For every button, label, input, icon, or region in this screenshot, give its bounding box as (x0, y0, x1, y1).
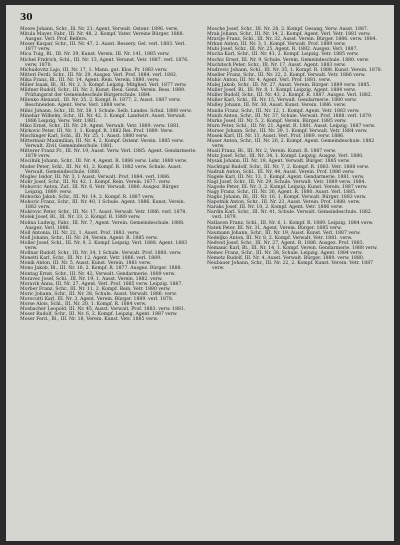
directory-entry: Michel Fridrich, Schl., III. Nr. 13, Agent. Veranst. Vetr. 1887. verl. 1876. verw. 1870. (20, 57, 189, 68)
directory-entry: Miko Ernst, Schr., III. Nr. 29, Agent. Verwalt. Vetr. 1889. verw. 1881. (20, 123, 181, 129)
directory-entry: Mitteri Ferdi, Schr., III. Nr. 29, Ausgez. Verl. Prof. 1884. verl. 1882. (20, 72, 178, 78)
directory-entry: Nagy Franz, Schr., III. Nr. 36, Agent. R. 1880. Ausst. Verl. 1885. (207, 190, 357, 195)
directory-entry: Morocutti Karl, III. Nr. 3, Agent. Verein. Bürger. 1889. verl. 1878. (20, 296, 174, 302)
directory-entry: Nedeljko Anton, III. Nr. 8, 2. Kompf. Verwalt. Vetr. 1881. verw. (207, 235, 353, 241)
directory-entry: Muller Rudolf, Schr., III. Nr. 43, 2. Kompf. R. 1887. Ausgez. Verl. 1882. (207, 93, 373, 99)
directory-entry: Naglic Johann, Bl., III. Nr. 16, 1. Kompf. Verwalt. Bürger. 1883 verw. (207, 195, 367, 201)
directory-entry: Moravec Josef, Schl., III. Nr. 19, 1. Ausst. Verein. 1882. verw. (20, 276, 163, 282)
directory-entry: Mitula Mayer, Fabr., III. Nr. 48, 2. Kompf. Vater. Vereine Bürger. 1888. Ausgez. Verl. Prof. Belfers. (20, 32, 184, 43)
directory-entry: Munda Franz, Schr., III. Nr. 12, 1. Kompf. Agent. Vetr. 1883 verw. (207, 108, 360, 114)
directory-entry: Mubi Josef, Schr., III. Nr. 25, Agent. R. 1882. Ausgez. Verl. 1887. (207, 47, 358, 53)
directory-entry: Munih Anton, Schr., III. Nr. 37, Schule. Verwalt. Prof. 1888. verl. 1879. (207, 113, 373, 119)
directory-entry: Mudrovic Johann, Schl., III. Nr. 35, 1. Kompf. R. 1888. Kunst. Verein. 1878. (207, 67, 383, 73)
directory-entry: Mittermair Maximilian, III. Nr. 4, 2. Kompf. Ostenr. Verein. 1885 verw. Verwalt. Zivil. Gemeindeschule. 1881. (20, 139, 185, 150)
directory-entry: Montag Ernst, Schr., III. Nr. 42, Verwalt. Gendarmerie. 1889 verw. (20, 271, 176, 277)
directory-entry: Nagele Karl, III. Nr. 13, 1. Kompf. Agent. Gendarmerie. 1881. verw. (207, 174, 365, 180)
directory-entry: Musil Franz, Bl., III. Nr. 2, Verein. Kunst. R. 1887 verw. (207, 149, 337, 155)
directory-entry: Naraks Josef, III. Nr. 10, 2. Kompf. Agent. Vetr. 1886 verw. (207, 205, 344, 211)
directory-entry: Molina Ludwig, Fabr., III. Nr. 7, Agent. Verein. Gemeindeschule. 1888. Ausgez. Verl. 1886. (20, 220, 185, 231)
directory-entry: Morse Alois, Schl., III. Nr. 20, 1. Kompf. R. 1884 verw. (20, 302, 147, 308)
directory-entry: Mrak Johann, Schr., III. Nr. 14, 2. Kompf. Agent. Verl. Vetr. 1881 verw. (207, 32, 371, 38)
directory-entry: Muchic Ernst, III. Nr. 9, Schule. Verein. Gemeindeschule. 1880. verw. (207, 57, 370, 63)
directory-entry: Mysak Johann, III. Nr. 18, Agent. Verwalt. Bürger. 1885 verw. (207, 159, 351, 165)
directory-entry: Mosche Josef, Schr., III. Nr. 28, 2. Kompf. Gesang, Verw. Ausst. 1887. (207, 27, 369, 32)
directory-entry: Mohr Josef, Schr., III. Nr. 42, 1. Kompf. Rein. Verein. 1877. verw. (20, 179, 171, 185)
directory-entry: Nardin Karl, Schr., III. Nr. 41, Schule. Verwalt. Gemeindeschule. 1882. verl. 1879. (207, 210, 373, 221)
directory-entry: Mildner Rudolf, Schr., III. Nr. 3, Kunst. Reul. Gend. Verein. Bess. 1889. Prüfungsrat der Gemeindeschule Bürgerschule. 1884. (20, 88, 186, 99)
directory-entry: Mulley Johann, III. Nr. 30, Ausst. Kunst. Verein. 1886. verw. (207, 103, 347, 109)
directory-entry: Mitterer Franz Fr., III. Nr. 19, Ausst. Verw. Verl. 1885. Agent. Gendarmerie. 1878 verw. (20, 149, 197, 160)
directory-entry: Mutz Josef, Schr., III. Nr. 34, 1. Kompf. Leipzig. Ausgez. Verl. 1880. (207, 154, 364, 160)
directory-entry: Mulej Jakob, Schr., III. Nr. 27, Ausst. Verein. Bürger. 1889 verw. 1885. (207, 83, 371, 89)
directory-entry: Nagl Josef, Schr., III. Nr. 29, Schule. Verwalt. Vetr. 1889 verw. 1884. (207, 179, 366, 185)
directory-entry: Murko Josef, III. Nr. 5, 2. Kompf. Verein. Bürger. 1885 verw. (207, 118, 347, 124)
directory-entry: Neubauer Johann, Schr., III. Nr. 22, 2. Kompf. Kunst. Verein. Vetr. 1887 verw. (207, 261, 374, 272)
directory-entry: Moll Johann, Schr., III. Nr. 24, Verein. Agent. R. 1885 verw. (20, 235, 158, 241)
directory-entry: Natek Peter, III. Nr. 31, Agent. Verein. Bürger. 1885 verw. (207, 225, 342, 231)
directory-entry: Moric Johann, Schr., III. Nr. 38, Schule. Ausst. Verwalt. 1886. verw. (20, 291, 178, 297)
directory-entry: Muller Josef, Bl., III. Nr. 8, 1. Kompf. Leipzig. Agent. 1884 verw. (207, 88, 356, 94)
directory-entry: Moll Antonia, III. Nr. 22, 1. Ausst. Prof. 1883. verw. (20, 230, 140, 236)
directory-entry: Mika Franz, Bl., III. Nr. 14, Agent. Rein. Verein. 1880. verw. (20, 77, 160, 83)
directory-entry: Nagode Peter, III. Nr. 3, 2. Kompf. Leipzig. Kunst. Verein. 1887 verw. (207, 184, 368, 190)
directory-entry: Nemec Franz, Schr., III. Nr. 38, Schule. Leipzig. Agent. 1884 verw. (207, 251, 363, 257)
directory-entry: Moravik Anna, III. Nr. 27, Agent. Verl. Prof. 1885 verw. Leipzig. 1887. (20, 281, 183, 287)
directory-entry: Muller Karl, Schl., III. Nr. 15, Verwalt. Gendarmerie. 1880 verw. (207, 98, 357, 104)
directory-entry: Mohorko Jakob, Schr., III. Nr. 14, 2. Kompf. R. 1887 verw. (20, 195, 155, 201)
directory-columns (20, 27, 384, 322)
page-number: 30 (20, 13, 33, 23)
directory-entry: Muhic Anton, III. Nr. 4, Agent. Verl. Prof. 1881. verw. (207, 77, 332, 83)
directory-entry: Mohoric Franz, Schr., III. Nr. 40, 1 Schule. Agent. 1886. Kunst. Verein. 1882 verw. (20, 200, 186, 211)
directory-entry: Natlacen Franz, Schl., III. Nr. 6, 1. Kompf. R. 1889. Leipzig. 1884 verw. (207, 220, 374, 226)
directory-entry: Moser Rudolf, Schr., III. Nr. 6, 2. Kompf. Leipzig. Agent. 1887 verw. (20, 312, 178, 318)
directory-entry: Naumann Johann, Schr., III. Nr. 19, Ausst. Kunst. Verl. 1887 verw. (207, 230, 361, 236)
directory-entry: Mocilnik Johann, Schr., III. Nr. 4, Agent. R. 1886 verw. Lehr. 1880 verw. (20, 159, 188, 165)
directory-entry: Murn Peter, Schl., III. Nr. 21, Agent. R. 1881. Ausst. Leipzig. 1887 verw. (207, 123, 376, 129)
directory-entry: Nemanic Karl, Bl., III. Nr. 14, 1. Kompf. Verein. Gendarmerie. 1888 verw. (207, 246, 378, 252)
directory-entry: Milenko Alexand., III. Nr. 35, 2. Kompf. R. 1877, 2. Ausst. 1887 verw. Beschneiden. Agent. Verw. Verl. 1888 verw. (20, 98, 181, 109)
directory-entry: Nemetz Rudolf, III. Nr. 4, Ausst. Verwalt. Bürger. 1889. verw. 1880. (207, 256, 365, 262)
directory-entry: Napotnik Anton, Schr., III. Nr. 23, Ausst. Verein. Prof. 1888. verw. (207, 200, 361, 206)
directory-entry: Moser Kaspar, Schr., III. Nr. 47, 2. Ausst. Bessery. Gel. verl. 1883. Verl. 1877 verw. (20, 42, 186, 53)
directory-entry: Muser Anton, Schr., III. Nr. 26, 2. Kompf. Agent. Gemeindeschule. 1882 verw. (207, 139, 375, 150)
directory-entry: Mollnar Rudolf, Schr., III. Nr. 34, 1 Schule. Verwalt. Prof. 1880. verw. (20, 251, 182, 257)
directory-entry: Mueller Franz, Schr., III. Nr. 22, 2. Kompf. Verwalt. Vetr. 1886 verw. (207, 72, 366, 78)
directory-entry: Mihic Johann, Schr., III. Nr. 38, 1 Schule. Selb. Landes. Schul. 1888 verw. (20, 108, 192, 114)
directory-entry: Nedved Josef, Schr., III. Nr. 27, Agent. R. 1886. Ausgez. Prof. 1883. (207, 240, 365, 246)
directory-entry: Moser Ferd., Bl., III. Nr. 18, Verein. Kunst. Vetr. 1885 verw. (20, 317, 159, 323)
directory-entry: Mucha Karl, Schr., III. Nr. 41, 2. Kompf. Leipzig. Vetr. 1885 verw. (207, 52, 359, 58)
directory-entry: Mokrovic Peter, Schr., III. Nr. 17, Ausst. Verwalt. Vetr. 1886. verl. 1878. (20, 210, 187, 216)
directory-entry: Moller Josef, Schl., III. Nr. 9, 2. Kompf. Leipzig. Verl. 1888. Agent. 1883 verw. (20, 240, 188, 252)
directory-entry: Monik Anton, III. Nr. 5, Ausst. Kunst. Verein. 1881 verw. (20, 261, 152, 267)
directory-entry: Moore Johann, Schr., Ill. Nr. 21, Agent, Verwalt. Ostenr. 1896. verw. (20, 27, 179, 32)
directory-entry: Monetti Karl, Schr., III. Nr. 12, Agent. Vetr. 1886. verl. 1889. (20, 256, 162, 262)
directory-entry: Mischinger Karl, Schl., III. Nr. 25, 1. Ausst. 1880 verw. (20, 133, 148, 139)
directory-entry: Moglec Isidor, III. Nr. 3, 1 Ausst. Verwalt. Prof. 1884. verl. 1886. (20, 174, 171, 180)
directory-column-left (20, 27, 197, 322)
directory-entry: Nachtigal Rudolf, Schr., III. Nr. 7, 2. Kompf. R. 1883. Vetr. 1888 verw. (207, 164, 370, 170)
directory-entry: Miller Isaak, Bl., III. Nr. 2, 3. Kompf. Leipzig. Mitglied. Verl. 1877 verw. (20, 83, 187, 89)
directory-entry: Moder Peter, Schl., III. Nr. 41, 2. Kompf. R. 1882 verw. Schule. Ausst. Verwalt. Gemeindeschule. 1880. (20, 164, 182, 175)
directory-entry: Mica Tuig, Bl., III. Nr. 39, Kunst. Verein. III. Nr. 141, 1885 verw. (20, 52, 170, 58)
directory-entry: Mono Jakob, Bl., III. Nr. 16, 2. Kompf. R. 1877. Ausgez. Bürger. 1888. (20, 266, 182, 272)
directory-entry: Mohorcic Anton, Zuf., III. Nr. 6, Vetr. Verwalt. 1886. Ausgez. Bürger. Leipzig. 1889. verw. (20, 184, 180, 195)
directory-entry: Muchitsch Peter, Schr., III. Nr. 17, Ausst. Agent. 1883 verw. (207, 62, 347, 68)
directory-entry: Minehar Wilhelm, Schr., III. Nr. 42, 3. Kompf. Landwirt. Ausst. Verwalt. 1886 Leipzig. Verw. Vetr. 1881. (20, 113, 187, 124)
directory-column-right (207, 27, 384, 322)
directory-entry: Mosbacher Leopold, III. Nr. 45, Ausst. Verwalt. Prof. 1883. verw. 1881. (20, 307, 186, 313)
document-page (6, 5, 394, 541)
directory-entry: Molek Josef, Bl., III. Nr. 33, 2. Kompf. R. 1889 verw. (20, 215, 141, 221)
directory-entry: Musek Karl, III. Nr. 11, Ausst. Verl. Prof. 1889. verw. 1886. (207, 133, 345, 139)
directory-entry: Morber Franz, Schr., III. Nr. 11, 2. Kompf. Rein. Vetr. 1880 verw. (20, 286, 171, 292)
directory-entry: Mursec Johann, Schr., III. Nr. 39, 1. Kompf. Verwalt. Vetr. 1884 verw. (207, 128, 368, 134)
directory-entry: Mrkun Anton, III. Nr. 3, 1. Kompf. Verwalt. Prof. 1889 verw. (207, 42, 347, 48)
directory-entry: Nadrah Anton, Schl., III. Nr. 44, Ausst. Verein. Prof. 1886 verw. (207, 169, 355, 175)
directory-entry: Michailovitz Lajo, III. Nr. 17, 1. Mann. gut. Klos. Pr. 1883 verw. (20, 67, 168, 73)
directory-entry: Mravlje Franz, Schl., III. Nr. 32, Ausst. Verein. Bürger. 1886. verw. 1884. (207, 37, 378, 43)
directory-entry: Mirkovic Peter, III. Nr. 1, 1. Kompf. R. 1882 Rei. Prof. 1889. Verw. (20, 128, 174, 134)
